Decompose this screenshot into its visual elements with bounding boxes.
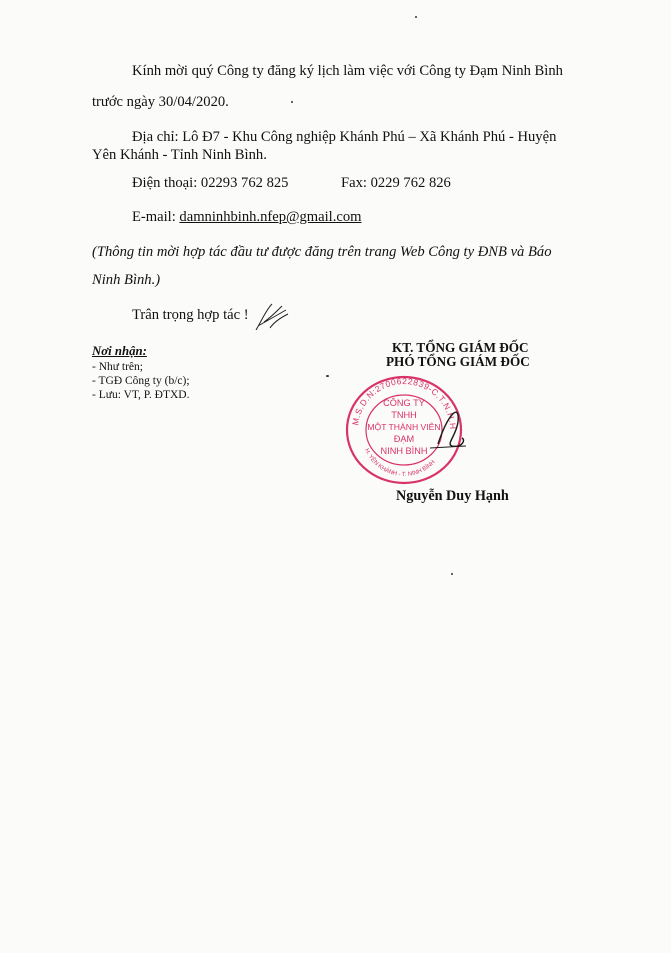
seal-ring-bottom: H. YÊN KHÁNH - T. NINH BÌNH bbox=[363, 447, 437, 479]
seal-center-line: TNHH bbox=[391, 410, 417, 420]
signature-title-2: PHÓ TỔNG GIÁM ĐỐC bbox=[386, 354, 530, 369]
recipient-item: - Như trên; bbox=[92, 361, 143, 373]
recipient-item: - TGĐ Công ty (b/c); bbox=[92, 375, 190, 387]
closing-line: Trân trọng hợp tác ! bbox=[132, 307, 249, 323]
scan-speck bbox=[291, 101, 293, 103]
seal-center-line: NINH BÌNH bbox=[380, 446, 428, 456]
seal-center-line: MỘT THÀNH VIÊN bbox=[367, 422, 441, 432]
note-line-2: Ninh Bình.) bbox=[92, 272, 161, 288]
signature-title-1: KT. TỔNG GIÁM ĐỐC bbox=[392, 340, 529, 355]
recipients-title: Nơi nhận: bbox=[92, 344, 147, 358]
address-line-1: Địa chỉ: Lô Đ7 - Khu Công nghiệp Khánh Phú – Xã Khánh Phú - Huyện bbox=[132, 129, 557, 145]
recipients-list bbox=[92, 360, 190, 402]
fax-number: Fax: 0229 762 826 bbox=[341, 175, 451, 191]
note-line-1: (Thông tin mời hợp tác đầu tư được đăng trên trang Web Công ty ĐNB và Báo bbox=[92, 244, 552, 260]
seal-center-line: CÔNG TY bbox=[383, 398, 425, 408]
company-seal bbox=[342, 374, 466, 486]
address-line-2: Yên Khánh - Tỉnh Ninh Bình. bbox=[92, 147, 267, 163]
email-label: E-mail: bbox=[132, 209, 180, 225]
invitation-line-2: trước ngày 30/04/2020. bbox=[92, 94, 229, 110]
invitation-line-1: Kính mời quý Công ty đăng ký lịch làm việc với Công ty Đạm Ninh Bình bbox=[132, 63, 563, 79]
scan-speck bbox=[415, 16, 417, 18]
email-link[interactable]: damninhbinh.nfep@gmail.com bbox=[179, 209, 362, 225]
email-line bbox=[132, 208, 361, 226]
seal-ring-text: M.S.D.N:2700622839-C.T.N.H.H bbox=[350, 375, 459, 431]
scan-speck bbox=[326, 375, 329, 377]
scan-speck bbox=[451, 573, 453, 575]
seal-center-line: ĐẠM bbox=[393, 434, 415, 444]
signer-name: Nguyễn Duy Hạnh bbox=[396, 488, 509, 504]
phone-number: Điện thoại: 02293 762 825 bbox=[132, 175, 289, 191]
initials-scribble bbox=[252, 300, 292, 336]
recipient-item: - Lưu: VT, P. ĐTXD. bbox=[92, 389, 190, 401]
